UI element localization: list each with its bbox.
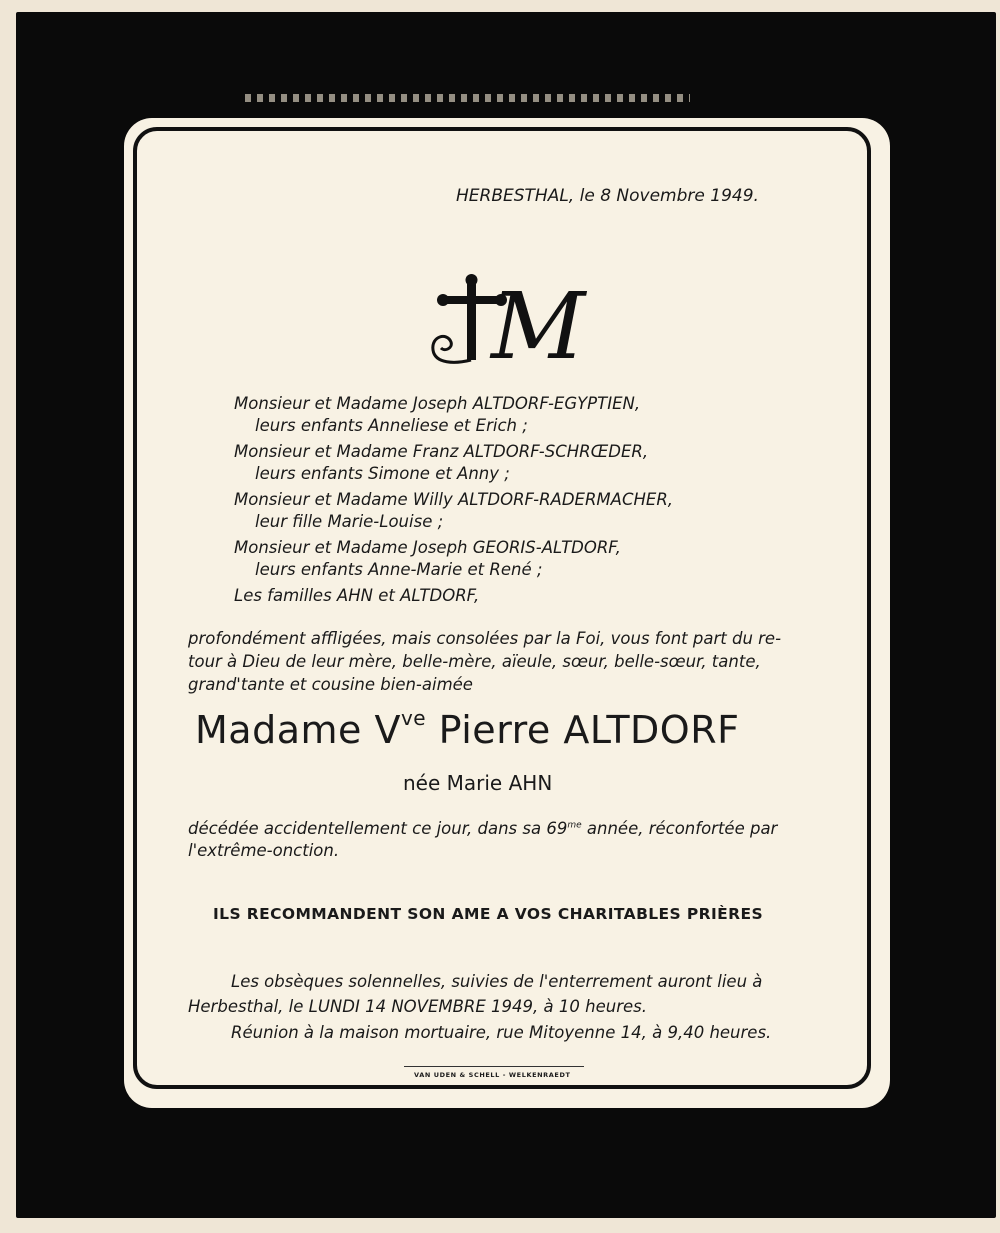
family-3-line-1: Monsieur et Madame Willy ALTDORF-RADERMACHER, <box>234 490 674 509</box>
funeral-line-1: Les obsèques solennelles, suivies de l'enterrement auront lieu à <box>231 972 763 991</box>
announcement-line-3: grand'tante et cousine bien-aimée <box>188 675 473 694</box>
family-2-line-2: leurs enfants Simone et Anny ; <box>255 464 510 483</box>
family-2-line-1: Monsieur et Madame Franz ALTDORF-SCHRŒDER, <box>234 442 649 461</box>
announcement-line-1: profondément affligées, mais consolées par la Foi, vous font part du re- <box>188 629 782 648</box>
family-1-line-1: Monsieur et Madame Joseph ALTDORF-EGYPTIEN, <box>234 394 641 413</box>
name-prefix: Madame V <box>195 708 401 752</box>
death-notice-sup: me <box>567 820 582 831</box>
monogram-letter: M <box>491 273 586 380</box>
printer-credit: VAN UDEN & SCHELL - WELKENRAEDT <box>414 1071 571 1079</box>
card-inner-frame <box>133 127 871 1089</box>
maiden-name: née Marie AHN <box>403 771 553 795</box>
death-notice-a: décédée accidentellement ce jour, dans sa 69 <box>188 819 568 838</box>
name-rest: Pierre ALTDORF <box>426 708 740 752</box>
announcement-line-2: tour à Dieu de leur mère, belle-mère, aïeule, sœur, belle-sœur, tante, <box>188 652 761 671</box>
death-notice-line-2: l'extrême-onction. <box>188 841 340 860</box>
death-notice-b: année, réconfortée par <box>581 819 778 838</box>
family-4-line-2: leurs enfants Anne-Marie et René ; <box>255 560 543 579</box>
name-sup: ve <box>400 706 427 731</box>
family-3-line-2: leur fille Marie-Louise ; <box>255 512 444 531</box>
date-line: HERBESTHAL, le 8 Novembre 1949. <box>456 186 759 206</box>
funeral-line-3: Réunion à la maison mortuaire, rue Mitoyenne 14, à 9,40 heures. <box>231 1023 772 1042</box>
printer-rule <box>404 1066 584 1067</box>
cross-monogram <box>425 273 586 380</box>
family-1-line-2: leurs enfants Anneliese et Erich ; <box>255 416 528 435</box>
prayer-request: ILS RECOMMANDENT SON AME A VOS CHARITABLES PRIÈRES <box>213 905 764 923</box>
funeral-line-2: Herbesthal, le LUNDI 14 NOVEMBRE 1949, à 10 heures. <box>188 997 647 1016</box>
deceased-name <box>195 708 739 752</box>
family-5-line-1: Les familles AHN et ALTDORF, <box>234 586 480 605</box>
perforation-line <box>245 94 690 102</box>
death-notice-line-1 <box>188 819 777 838</box>
family-4-line-1: Monsieur et Madame Joseph GEORIS-ALTDORF, <box>234 538 621 557</box>
